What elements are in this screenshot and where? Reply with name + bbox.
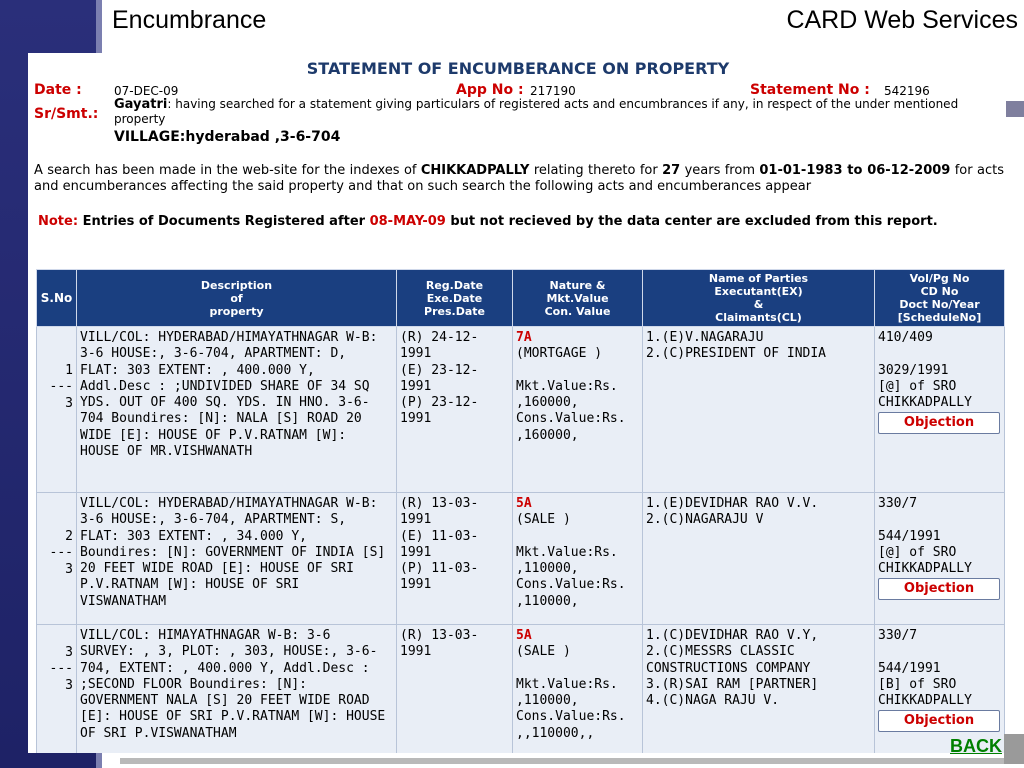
header-vol: Vol/Pg No CD No Doct No/Year [ScheduleNo] — [875, 270, 1005, 327]
bottom-divider — [120, 758, 1024, 764]
applicant-text — [114, 97, 1004, 127]
note-text-2: but not recieved by the data center are excluded from this report. — [445, 214, 938, 229]
row-reg-date: (R) 24-12-1991 (E) 23-12-1991 (P) 23-12-1991 — [397, 327, 513, 493]
row-nature — [513, 625, 643, 754]
applicant-name: Gayatri — [114, 97, 168, 112]
search-text-1: A search has been made in the web-site for the indexes of — [34, 163, 421, 178]
nature-code: 5A — [516, 496, 532, 511]
header-sno: S.No — [37, 270, 77, 327]
row-parties: 1.(E)V.NAGARAJU 2.(C)PRESIDENT OF INDIA — [643, 327, 875, 493]
row-nature — [513, 327, 643, 493]
nature-details: (SALE ) Mkt.Value:Rs. ,110000, Cons.Value:Rs. ,110000, — [516, 512, 626, 609]
header-reg-date: Reg.Date Exe.Date Pres.Date — [397, 270, 513, 327]
row-description: VILL/COL: HYDERABAD/HIMAYATHNAGAR W-B: 3-6 HOUSE:, 3-6-704, APARTMENT: S, FLAT: 303 EXTENT: , 34.000 Y, Boundires: [N]: GOVERNMENT OF INDIA [S] 20 FEET WIDE ROAD [E]: HOUSE OF SRI P.V.RATNAM [W]: HOUSE OF SRI VISWANATHAM — [77, 493, 397, 625]
note-label: Note: — [38, 214, 79, 229]
row-description: VILL/COL: HIMAYATHNAGAR W-B: 3-6 SURVEY: , 3, PLOT: , 303, HOUSE:, 3-6-704, EXTENT: , 400.000 Y, Addl.Desc : ;SECOND FLOOR Boundires: [N]: GOVERNMENT NALA [S] 20 FEET WIDE ROAD [E]: HOUSE OF SRI P.V.RATNAM [W]: HOUSE OF SRI P.VISWANATHAM — [77, 625, 397, 754]
vol-details: 330/7 544/1991 [B] of SRO CHIKKADPALLY — [878, 628, 972, 709]
bottom-corner-block — [1004, 734, 1024, 764]
header-description: Description of property — [77, 270, 397, 327]
village-line: VILLAGE:hyderabad ,3-6-704 — [114, 129, 341, 145]
row-parties: 1.(E)DEVIDHAR RAO V.V. 2.(C)NAGARAJU V — [643, 493, 875, 625]
table-row — [37, 493, 1005, 625]
row-vol — [875, 625, 1005, 754]
statement-heading: STATEMENT OF ENCUMBERANCE ON PROPERTY — [306, 59, 730, 78]
header-parties: Name of Parties Executant(EX) & Claimants(CL) — [643, 270, 875, 327]
vol-details: 410/409 3029/1991 [@] of SRO CHIKKADPALLY — [878, 330, 972, 411]
nature-code: 5A — [516, 628, 532, 643]
row-sno: 1 --- 3 — [37, 327, 77, 493]
header-nature: Nature & Mkt.Value Con. Value — [513, 270, 643, 327]
objection-button[interactable]: Objection — [878, 578, 1000, 600]
app-no-label: App No : — [456, 82, 524, 98]
app-no-value: 217190 — [530, 84, 576, 98]
row-description: VILL/COL: HYDERABAD/HIMAYATHNAGAR W-B: 3-6 HOUSE:, 3-6-704, APARTMENT: D, FLAT: 303 EXTENT: , 400.000 Y, Addl.Desc : ;UNDIVIDED SHARE OF 34 SQ YDS. OUT OF 400 SQ. YDS. IN HNO. 3-6-704 Boundires: [N]: NALA [S] ROAD 20 WIDE [E]: HOUSE OF P.V.RATNAM [W]: HOUSE OF MR.VISHWANATH — [77, 327, 397, 493]
row-sno: 3 --- 3 — [37, 625, 77, 754]
table-row — [37, 625, 1005, 754]
nature-details: (MORTGAGE ) Mkt.Value:Rs. ,160000, Cons.Value:Rs. ,160000, — [516, 346, 626, 443]
slide-title-right: CARD Web Services — [786, 6, 1018, 34]
table-row — [37, 327, 1005, 493]
nature-details: (SALE ) Mkt.Value:Rs. ,110000, Cons.Value:Rs. ,,110000,, — [516, 644, 626, 741]
back-link[interactable]: BACK — [950, 736, 1002, 756]
encumbrance-table — [36, 269, 1005, 753]
note-paragraph — [38, 213, 1004, 230]
slide-title-left: Encumbrance — [112, 6, 267, 34]
search-place: CHIKKADPALLY — [420, 163, 530, 178]
note-text-1: Entries of Documents Registered after — [78, 214, 370, 229]
search-text-3: years from — [680, 163, 760, 178]
applicant-description: : having searched for a statement giving particulars of registered acts and encumbrances if any, in respect of the under mentioned property — [114, 97, 959, 126]
search-text-4: for acts and encumberances affecting the said property and that on such search the following acts and encumberances appear — [34, 163, 1004, 194]
srsmt-label: Sr/Smt.: — [34, 106, 99, 122]
right-edge-tab — [1006, 101, 1024, 117]
note-date: 08-MAY-09 — [369, 214, 446, 229]
row-nature — [513, 493, 643, 625]
date-value: 07-DEC-09 — [114, 84, 179, 98]
search-text-2: relating thereto for — [529, 163, 663, 178]
row-parties: 1.(C)DEVIDHAR RAO V.Y, 2.(C)MESSRS CLASSIC CONSTRUCTIONS COMPANY 3.(R)SAI RAM [PARTNER] 4.(C)NAGA RAJU V. — [643, 625, 875, 754]
objection-button[interactable]: Objection — [878, 412, 1000, 434]
row-reg-date: (R) 13-03-1991 (E) 11-03-1991 (P) 11-03-1991 — [397, 493, 513, 625]
search-paragraph — [34, 163, 1004, 195]
row-vol — [875, 327, 1005, 493]
vol-details: 330/7 544/1991 [@] of SRO CHIKKADPALLY — [878, 496, 972, 577]
statement-no-label: Statement No : — [750, 82, 870, 98]
row-sno: 2 --- 3 — [37, 493, 77, 625]
statement-no-value: 542196 — [884, 84, 930, 98]
search-range: 01-01-1983 to 06-12-2009 — [759, 163, 951, 178]
nature-code: 7A — [516, 330, 532, 345]
row-vol — [875, 493, 1005, 625]
row-reg-date: (R) 13-03-1991 — [397, 625, 513, 754]
table-header-row — [37, 270, 1005, 327]
search-years: 27 — [662, 163, 681, 178]
objection-button[interactable]: Objection — [878, 710, 1000, 732]
encumbrance-document — [28, 53, 1006, 753]
date-label: Date : — [34, 82, 82, 98]
